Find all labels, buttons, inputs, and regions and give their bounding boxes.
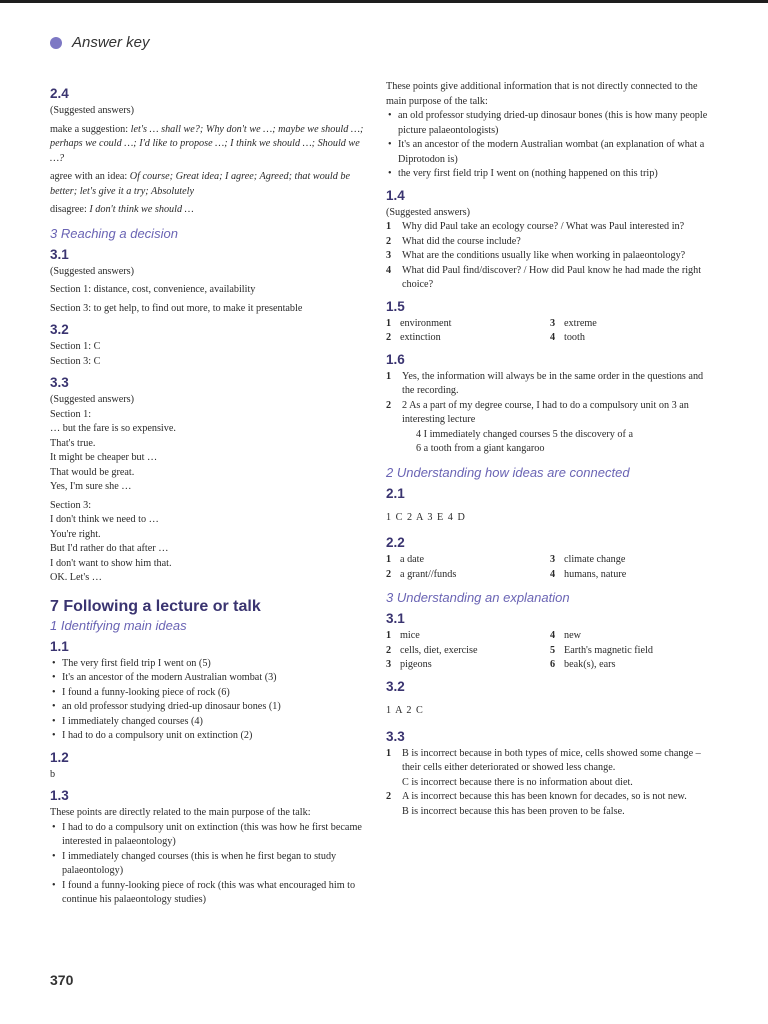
note: (Suggested answers) — [50, 394, 135, 405]
list-item: • an old professor studying dried-up dinosaur bones (1) — [50, 700, 370, 715]
intro-text: These points give additional information that is not directly connected to the main purpose of the talk: — [386, 81, 698, 107]
note: (Suggested answers) — [50, 105, 135, 116]
grid-item — [550, 568, 714, 583]
list-item: • I found a funny-looking piece of rock (this was what encouraged him to continue his palaeontology studies) — [50, 879, 370, 908]
numbered-item — [386, 399, 716, 457]
intro-text: These points are directly related to the main purpose of the talk: — [50, 807, 311, 818]
item-number: 2 — [386, 235, 392, 247]
grid-item — [550, 553, 714, 568]
heading-3-3: 3.3 — [386, 728, 405, 744]
item-text: Why did Paul take an ecology course? / What was Paul interested in? — [402, 221, 685, 232]
numbered-item — [386, 790, 716, 819]
item-number: 1 — [386, 317, 392, 329]
item-number: 2 — [386, 644, 392, 656]
item-text: tooth — [564, 332, 585, 343]
heading-3-3: 3.3 — [50, 375, 69, 390]
item-number: 2 — [386, 399, 392, 411]
item-text: humans, nature — [564, 568, 627, 580]
answer-line: 1 C 2 A 3 E 4 D — [386, 511, 466, 523]
answer-line: b — [50, 768, 56, 780]
label: agree with an idea: — [50, 171, 130, 182]
note: (Suggested answers) — [386, 206, 471, 218]
answer-part: B is incorrect because in both types of mice, cells showed some change – their cells either deteriorated or showed less change. — [402, 747, 701, 774]
grid-item — [386, 629, 550, 644]
label: make a suggestion: — [50, 123, 131, 135]
item-text: new — [564, 630, 581, 642]
item-text: pigeons — [400, 659, 432, 671]
answer-line: Section 1: C — [50, 341, 101, 352]
grid-item — [386, 331, 550, 346]
list-item: • I immediately changed courses (4) — [50, 715, 370, 730]
item-text: What are the conditions usually like when working in palaeontology? — [402, 250, 686, 261]
item-text: mice — [400, 630, 420, 642]
grid-item — [386, 658, 550, 673]
grid-item — [550, 317, 714, 332]
heading-3-2: 3.2 — [50, 322, 69, 337]
list-item: • I found a funny-looking piece of rock (6) — [50, 686, 370, 701]
item-number: 5 — [550, 644, 556, 656]
item-text: What did Paul find/discover? / How did Paul know he had made the right choice? — [402, 264, 702, 290]
item-number: 4 — [550, 630, 556, 642]
list-item: • an old professor studying dried-up dinosaur bones (this is how many people picture palaeontologists) — [386, 109, 716, 138]
top-rule — [0, 0, 768, 3]
page-number: 370 — [50, 972, 74, 988]
heading-1-1: 1.1 — [50, 638, 69, 654]
note: (Suggested answers) — [50, 265, 135, 277]
list-item: • I had to do a compulsory unit on extinction (2) — [50, 729, 370, 744]
item-text — [402, 747, 716, 791]
answer-part: 4 I immediately changed courses 5 the discovery of a — [416, 428, 633, 440]
list-item: • the very first field trip I went on (nothing happened on this trip) — [386, 167, 716, 182]
right-column — [386, 80, 716, 819]
answer-part: C is incorrect because there is no information about diet. — [402, 776, 633, 788]
dialogue-line: You're right. — [50, 528, 101, 540]
item-text — [402, 790, 716, 819]
subheading-understanding-explanation: 3 Understanding an explanation — [386, 590, 570, 606]
item-text: Yes, the information will always be in the same order in the questions and the recording. — [402, 370, 704, 396]
item-text: climate change — [564, 554, 626, 566]
item-text: a date — [400, 554, 425, 566]
heading-3-2: 3.2 — [386, 678, 405, 694]
dialogue-line: OK. Let's … — [50, 572, 102, 583]
item-text: environment — [400, 317, 452, 329]
item-text: extreme — [564, 317, 597, 329]
answer-grid — [386, 317, 716, 346]
page-header — [50, 34, 150, 51]
subheading-reaching-decision: 3 Reaching a decision — [50, 225, 178, 241]
item-number: 3 — [550, 554, 556, 566]
item-text: cells, diet, exercise — [400, 644, 478, 656]
label: disagree: — [50, 204, 90, 215]
dialogue-line: It might be cheaper but … — [50, 452, 158, 463]
item-text: Earth's magnetic field — [564, 644, 653, 656]
item-number: 3 — [550, 317, 556, 329]
heading-1-3: 1.3 — [50, 788, 69, 803]
numbered-item — [386, 235, 716, 250]
numbered-item — [386, 220, 716, 235]
list-item: • It's an ancestor of the modern Australian wombat (an explanation of what a Diprotodon is) — [386, 138, 716, 167]
numbered-item — [386, 249, 716, 264]
item-number: 1 — [386, 370, 392, 382]
answer-part: 2 As a part of my degree course, I had to do a compulsory unit on 3 an interesting lecture — [402, 399, 689, 425]
item-number: 3 — [386, 659, 392, 671]
header-title: Answer key — [72, 34, 150, 51]
item-text: extinction — [400, 332, 441, 343]
dialogue-line: Section 3: — [50, 499, 92, 511]
item-number: 6 — [550, 659, 556, 671]
heading-3-1: 3.1 — [50, 246, 69, 262]
item-number: 2 — [386, 568, 392, 580]
list-item: • I immediately changed courses (this is when he first began to study palaeontology) — [50, 850, 370, 879]
item-number: 1 — [386, 747, 392, 759]
grid-item — [386, 568, 550, 583]
dialogue-line: But I'd rather do that after … — [50, 543, 169, 554]
section-title-7: 7 Following a lecture or talk — [50, 597, 261, 615]
numbered-item — [386, 370, 716, 399]
item-number: 4 — [386, 264, 392, 276]
heading-1-6: 1.6 — [386, 351, 405, 367]
dialogue-line: Yes, I'm sure she … — [50, 481, 132, 492]
numbered-item — [386, 747, 716, 791]
answer-grid — [386, 553, 716, 582]
grid-item — [386, 553, 550, 568]
dialogue-line: Section 1: — [50, 408, 92, 420]
grid-item — [550, 658, 714, 673]
item-text — [402, 399, 716, 457]
item-text: beak(s), ears — [564, 659, 616, 671]
item-number: 1 — [386, 554, 392, 566]
answer-part: B is incorrect because this has been proven to be false. — [402, 805, 625, 817]
answer-line: Section 1: distance, cost, convenience, availability — [50, 284, 256, 295]
phrases: Of course; Great idea; I agree; Agreed; that would be better; let's give it a try; Absolutely — [50, 171, 350, 197]
dialogue-line: That's true. — [50, 437, 96, 449]
heading-1-4: 1.4 — [386, 187, 405, 203]
grid-item — [550, 629, 714, 644]
item-number: 1 — [386, 630, 392, 642]
subheading-identifying-main-ideas: 1 Identifying main ideas — [50, 617, 187, 633]
answer-line: 1 A 2 C — [386, 705, 424, 717]
disagree-line — [50, 203, 370, 218]
answer-line: Section 3: to get help, to find out more, to make it presentable — [50, 302, 303, 314]
item-number: 1 — [386, 221, 392, 232]
bullet-dot-icon — [50, 37, 62, 49]
item-number: 2 — [386, 791, 392, 803]
answer-part: A is incorrect because this has been known for decades, so is not new. — [402, 791, 687, 803]
list-item: • I had to do a compulsory unit on extinction (this was how he first became interested in palaeontology) — [50, 821, 370, 850]
item-number: 4 — [550, 332, 556, 343]
heading-3-1: 3.1 — [386, 611, 405, 627]
item-number: 2 — [386, 332, 392, 343]
grid-item — [386, 644, 550, 659]
grid-item — [386, 317, 550, 332]
heading-2-2: 2.2 — [386, 535, 405, 551]
item-text: What did the course include? — [402, 235, 521, 247]
phrases: I don't think we should … — [89, 204, 194, 215]
heading-1-5: 1.5 — [386, 298, 405, 314]
heading-2-1: 2.1 — [386, 485, 405, 501]
dialogue-line: … but the fare is so expensive. — [50, 423, 176, 434]
answer-line: Section 3: C — [50, 355, 101, 367]
agree-line — [50, 170, 370, 199]
grid-item — [550, 331, 714, 346]
grid-item — [550, 644, 714, 659]
suggestion-line — [50, 123, 370, 167]
dialogue-line: I don't want to show him that. — [50, 557, 172, 569]
item-text: a grant//funds — [400, 568, 457, 580]
dialogue-line: That would be great. — [50, 466, 135, 478]
left-column — [50, 80, 370, 908]
list-item: • The very first field trip I went on (5) — [50, 657, 370, 672]
numbered-item — [386, 264, 716, 293]
phrases: let's … shall we?; Why don't we …; maybe we should …; perhaps we could …; I'd like to propose …; I think we should …; Should we …? — [50, 123, 364, 164]
item-number: 4 — [550, 568, 556, 580]
answer-part: 6 a tooth from a giant kangaroo — [416, 443, 545, 454]
item-number: 3 — [386, 250, 392, 261]
heading-2-4: 2.4 — [50, 86, 69, 101]
subheading-ideas-connected: 2 Understanding how ideas are connected — [386, 464, 630, 480]
list-item: • It's an ancestor of the modern Australian wombat (3) — [50, 671, 370, 686]
answer-grid — [386, 629, 716, 673]
dialogue-line: I don't think we need to … — [50, 514, 159, 525]
heading-1-2: 1.2 — [50, 749, 69, 765]
